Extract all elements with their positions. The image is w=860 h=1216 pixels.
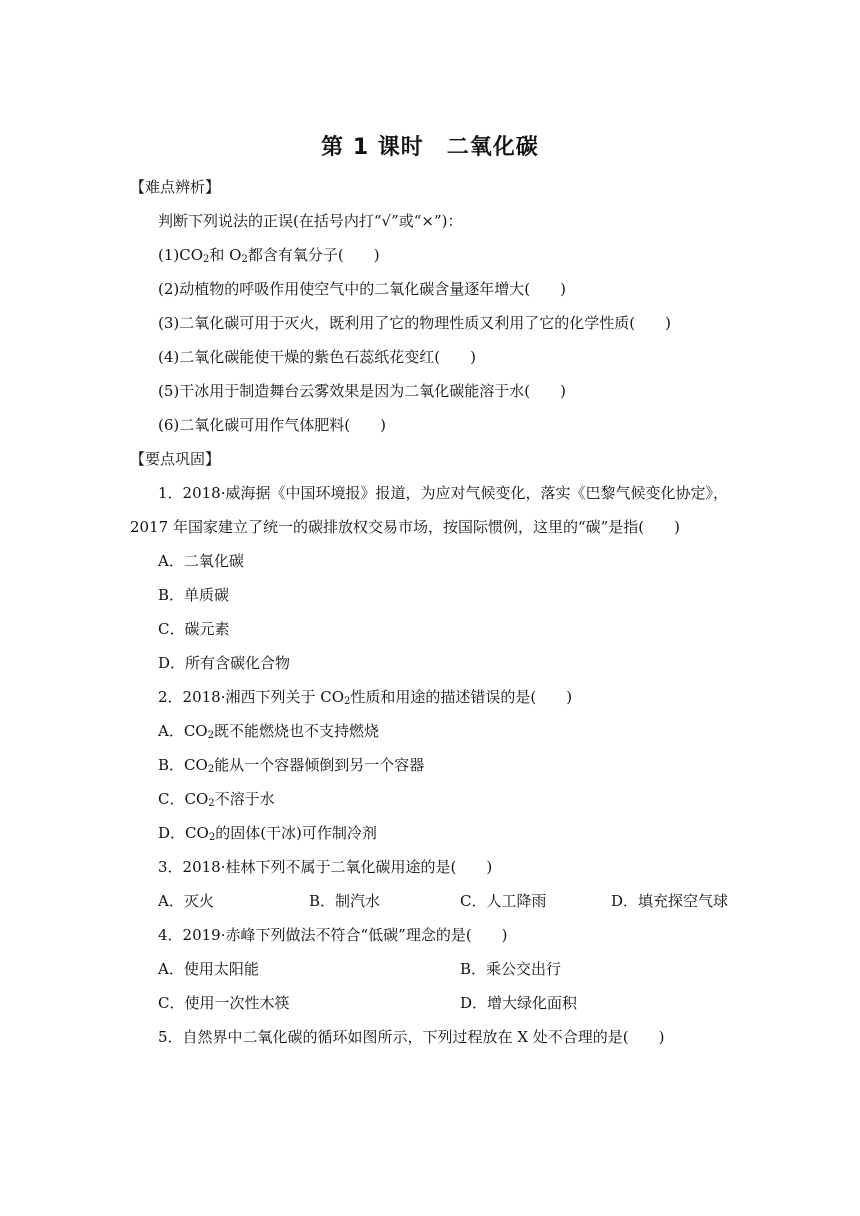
subscript: 2	[207, 764, 215, 775]
page-title: 第 1 课时 二氧化碳	[321, 135, 539, 160]
judgement-item-4: (4)二氧化碳能使干燥的紫色石蕊纸花变红( )	[158, 348, 476, 366]
subscript: 2	[241, 254, 248, 265]
q2-a-part-b: 既不能燃烧也不支持燃烧	[213, 722, 379, 740]
section-heading-key-points: 【要点巩固】	[130, 450, 221, 468]
question-4-stem: 4．2019·赤峰下列做法不符合“低碳”理念的是( )	[158, 926, 508, 944]
q2-stem-part-b: 性质和用途的描述错误的是( )	[350, 688, 573, 706]
question-1-stem-line2: 2017 年国家建立了统一的碳排放权交易市场，按国际惯例，这里的“碳”是指( )	[130, 518, 680, 536]
question-4-option-d: D．增大绿化面积	[460, 994, 578, 1012]
question-3-option-a: A．灭火	[158, 892, 214, 910]
question-4-option-c: C．使用一次性木筷	[158, 994, 290, 1012]
question-3-option-d: D．填充探空气球	[611, 892, 729, 910]
question-3-option-c: C．人工降雨	[460, 892, 547, 910]
question-2-option-b	[0, 755, 860, 775]
question-2-stem	[0, 687, 860, 707]
q2-c-part-b: 不溶于水	[214, 790, 275, 808]
question-2-option-a	[0, 721, 860, 741]
instruction-text: 判断下列说法的正误(在括号内打“√”或“×”)：	[158, 212, 463, 230]
subscript: 2	[344, 696, 351, 707]
subscript: 2	[203, 254, 210, 265]
judgement-item-6: (6)二氧化碳可用作气体肥料( )	[158, 416, 386, 434]
q2-a-part-a: A．CO	[158, 722, 208, 740]
item1-part-c: 都含有氧分子( )	[247, 246, 380, 264]
question-1-option-a: A．二氧化碳	[158, 552, 244, 570]
q2-c-part-a: C．CO	[158, 790, 209, 808]
subscript: 2	[208, 832, 216, 843]
section-heading-difficulty: 【难点辨析】	[130, 178, 221, 196]
question-1-option-c: C．碳元素	[158, 620, 230, 638]
subscript: 2	[207, 730, 214, 741]
question-4-option-a: A．使用太阳能	[158, 960, 259, 978]
q2-d-part-b: 的固体(干冰)可作制冷剂	[215, 824, 377, 842]
q2-d-part-a: D．CO	[158, 824, 209, 842]
q2-b-part-b: 能从一个容器倾倒到另一个容器	[214, 756, 425, 774]
item1-part-b: 和 O	[209, 246, 242, 264]
question-3-option-b: B．制汽水	[309, 892, 381, 910]
q2-b-part-a: B．CO	[158, 756, 208, 774]
judgement-item-2: (2)动植物的呼吸作用使空气中的二氧化碳含量逐年增大( )	[158, 280, 566, 298]
question-5-stem: 5．自然界中二氧化碳的循环如图所示，下列过程放在 X 处不合理的是( )	[158, 1028, 665, 1046]
question-1-option-d: D．所有含碳化合物	[158, 654, 291, 672]
question-2-option-d	[0, 823, 860, 843]
judgement-item-5: (5)干冰用于制造舞台云雾效果是因为二氧化碳能溶于水( )	[158, 382, 566, 400]
question-1-option-b: B．单质碳	[158, 586, 230, 604]
judgement-item-1	[0, 245, 860, 265]
judgement-item-3: (3)二氧化碳可用于灭火，既利用了它的物理性质又利用了它的化学性质( )	[158, 314, 671, 332]
q2-stem-part-a: 2．2018·湘西下列关于 CO	[158, 688, 345, 706]
question-3-stem: 3．2018·桂林下列不属于二氧化碳用途的是( )	[158, 858, 493, 876]
subscript: 2	[208, 798, 215, 809]
item1-part-a: (1)CO	[158, 246, 204, 264]
question-4-option-b: B．乘公交出行	[460, 960, 562, 978]
question-1-stem-line1: 1．2018·威海据《中国环境报》报道，为应对气候变化，落实《巴黎气候变化协定》，	[158, 484, 728, 502]
question-2-option-c	[0, 789, 860, 809]
